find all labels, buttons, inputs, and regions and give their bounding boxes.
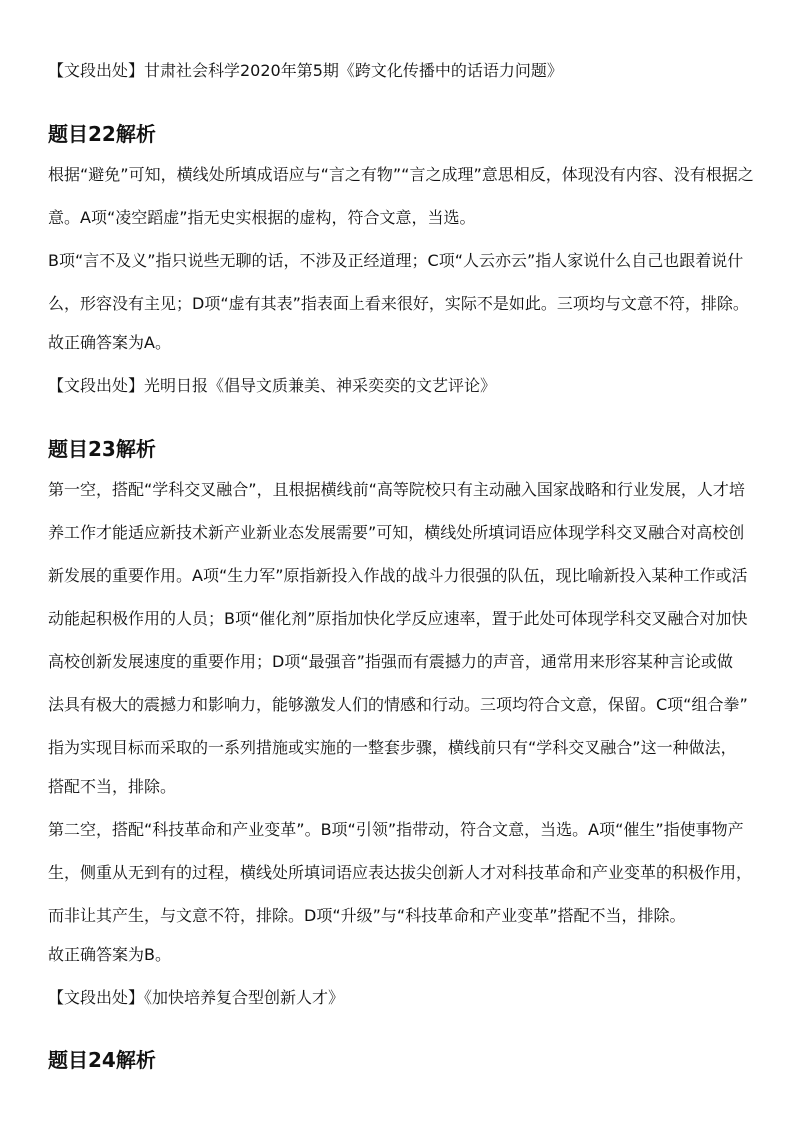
q23-answer: 故正确答案为B。 bbox=[48, 945, 171, 964]
question-23-heading: 题目23解析 bbox=[48, 437, 156, 461]
q23-para-line: 搭配不当，排除。 bbox=[48, 777, 177, 796]
source-note-22: 【文段出处】光明日报《倡导文质兼美、神采奕奕的文艺评论》 bbox=[48, 376, 497, 395]
question-22-heading: 题目22解析 bbox=[48, 122, 156, 146]
q23-para-line: 第二空，搭配“科技革命和产业变革”。B项“引领”指带动，符合文意，当选。A项“催生”指使事物产 bbox=[48, 820, 744, 839]
q23-para-line: 新发展的重要作用。A项“生力军”原指新投入作战的战斗力很强的队伍，现比喻新投入某种工作或活 bbox=[48, 566, 748, 585]
q23-para-line: 法具有极大的震撼力和影响力，能够激发人们的情感和行动。三项均符合文意，保留。C项“组合拳” bbox=[48, 695, 748, 714]
q23-para-line: 养工作才能适应新技术新产业新业态发展需要”可知，横线处所填词语应体现学科交叉融合对高校创 bbox=[48, 523, 745, 542]
source-note-21: 【文段出处】甘肃社会科学2020年第5期《跨文化传播中的话语力问题》 bbox=[48, 61, 563, 80]
q23-para-line: 而非让其产生，与文意不符，排除。D项“升级”与“科技革命和产业变革”搭配不当，排除。 bbox=[48, 906, 686, 925]
q23-para-line: 高校创新发展速度的重要作用；D项“最强音”指强而有震撼力的声音，通常用来形容某种言论或做 bbox=[48, 652, 733, 671]
q23-para-line: 生，侧重从无到有的过程，横线处所填词语应表达拔尖创新人才对科技革命和产业变革的积极作用， bbox=[48, 863, 753, 882]
q23-para-line: 指为实现目标而采取的一系列措施或实施的一整套步骤，横线前只有“学科交叉融合”这一种做法， bbox=[48, 738, 737, 757]
q23-para-line: 第一空，搭配“学科交叉融合”，且根据横线前“高等院校只有主动融入国家战略和行业发展，人才培 bbox=[48, 480, 745, 499]
q22-answer: 故正确答案为A。 bbox=[48, 333, 171, 352]
q22-para-line: 么，形容没有主见；D项“虚有其表”指表面上看来很好，实际不是如此。三项均与文意不符，排除。 bbox=[48, 294, 749, 313]
q23-para-line: 动能起积极作用的人员；B项“催化剂”原指加快化学反应速率，置于此处可体现学科交叉融合对加快 bbox=[48, 609, 748, 628]
source-note-23: 【文段出处】《加快培养复合型创新人才》 bbox=[48, 988, 345, 1007]
question-24-heading: 题目24解析 bbox=[48, 1048, 156, 1072]
q22-para-line: B项“言不及义”指只说些无聊的话，不涉及正经道理；C项“人云亦云”指人家说什么自己也跟着说什 bbox=[48, 251, 744, 270]
q22-para-line: 意。A项“凌空蹈虚”指无史实根据的虚构，符合文意，当选。 bbox=[48, 208, 476, 227]
q22-para-line: 根据“避免”可知，横线处所填成语应与“言之有物”“言之成理”意思相反，体现没有内容、没有根据之 bbox=[48, 165, 754, 184]
